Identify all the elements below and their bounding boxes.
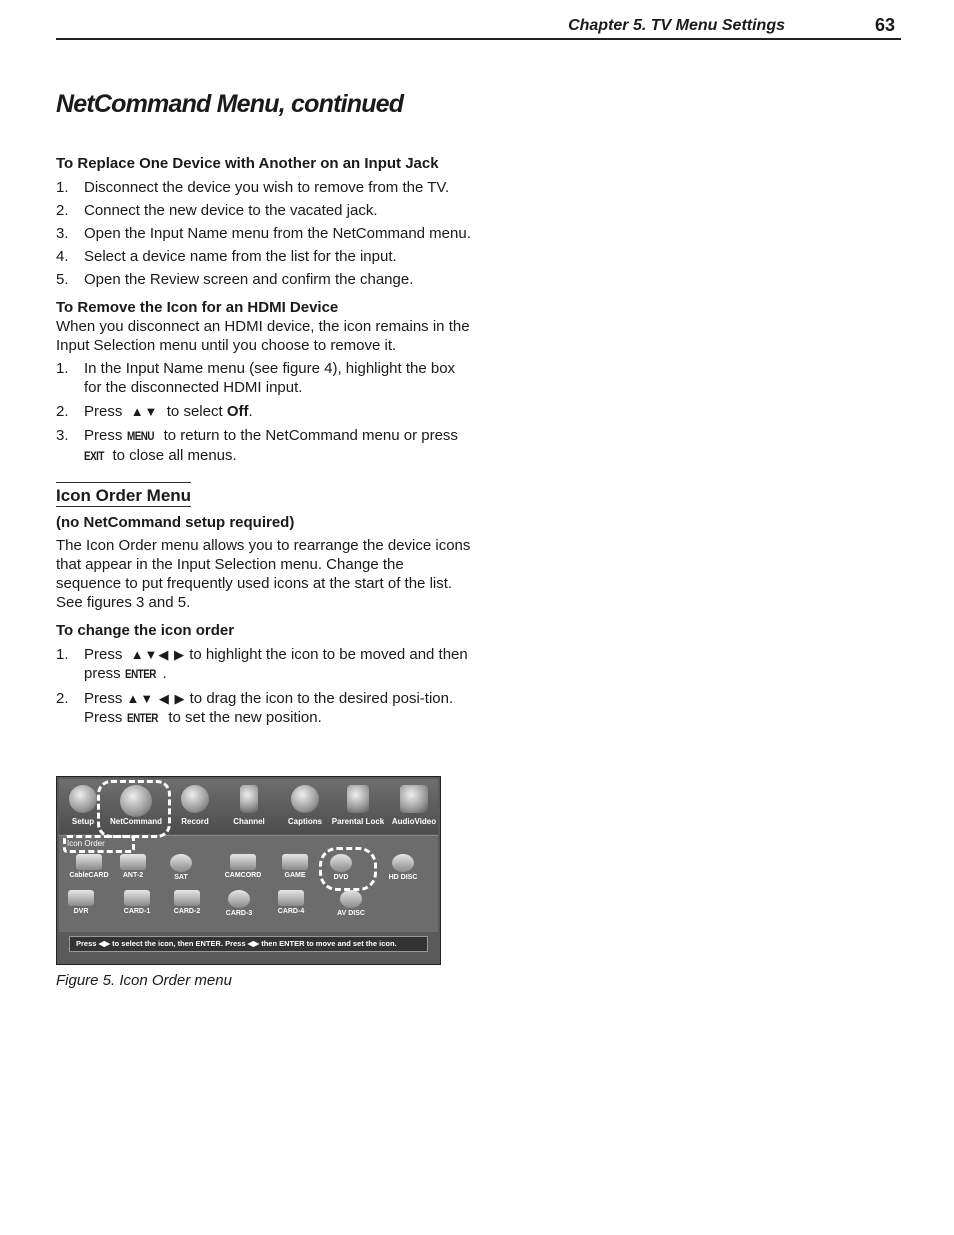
device-card-4: CARD-4: [267, 890, 315, 915]
channel-icon: [240, 785, 258, 813]
panel-label: Icon Order: [67, 839, 105, 848]
device-av-disc: AV DISC: [327, 890, 375, 917]
list-item: 2. Connect the new device to the vacated jack.: [56, 202, 378, 219]
change-steps: [56, 645, 472, 728]
tab-audiovideo: AudioVideo: [389, 785, 439, 826]
figure-caption: Figure 5. Icon Order menu: [56, 972, 232, 989]
device-sat: SAT: [157, 854, 205, 881]
device-card-2: CARD-2: [163, 890, 211, 915]
list-item: 3. Open the Input Name menu from the NetCommand menu.: [56, 225, 471, 242]
page-title: NetCommand Menu, continued: [56, 90, 404, 118]
icon-order-intro: The Icon Order menu allows you to rearrange the device icons that appear in the Input Selection menu. Change the sequence to put frequently used icons at the start of the list. See figures 3 and 5.: [56, 537, 471, 611]
section-title: Icon Order Menu: [56, 482, 191, 507]
remove-heading: To Remove the Icon for an HDMI Device: [56, 299, 339, 316]
cablecard-icon: [76, 854, 102, 870]
captions-icon: [291, 785, 319, 813]
tab-record: Record: [173, 785, 217, 826]
tab-channel: Channel: [225, 785, 273, 826]
menu-key: MENU: [126, 429, 154, 443]
direction-arrows-icon: ▲▼ ◀ ▶: [126, 691, 186, 706]
page-number: 63: [874, 15, 895, 35]
chapter-title: Chapter 5. TV Menu Settings: [568, 17, 785, 34]
remove-steps: [56, 359, 472, 466]
device-ant-2: ANT-2: [109, 854, 157, 879]
list-item: 3. Press MENU to return to the NetCommand menu or press EXIT to close all menus.: [56, 427, 458, 464]
direction-arrows-icon: ▲▼◀ ▶: [130, 647, 186, 662]
page-header: [56, 14, 901, 40]
up-down-arrows-icon: ▲▼: [130, 404, 159, 419]
satellite-icon: [170, 854, 192, 872]
list-item: 2. Press ▲▼ ◀ ▶ to drag the icon to the desired posi-tion. Press ENTER to set the new position.: [56, 690, 454, 726]
device-dvr: DVR: [57, 890, 105, 915]
remove-intro: When you disconnect an HDMI device, the icon remains in the Input Selection menu until you choose to remove it.: [56, 318, 470, 354]
dvr-icon: [68, 890, 94, 906]
list-item: 5. Open the Review screen and confirm the change.: [56, 271, 414, 288]
icon-order-screenshot: [56, 776, 441, 965]
enter-key: ENTER: [124, 667, 156, 681]
main-column: [56, 154, 472, 728]
replace-heading: To Replace One Device with Another on an Input Jack: [56, 155, 439, 172]
device-dvd: DVD: [317, 854, 365, 881]
list-item: 1. Press ▲▼◀ ▶ to highlight the icon to be moved and then press ENTER .: [56, 646, 468, 682]
icon-order-subheading: (no NetCommand setup required): [56, 514, 295, 531]
device-card-1: CARD-1: [113, 890, 161, 915]
highlight-icon-order: [63, 835, 135, 853]
hint-bar: Press ◀▶ to select the icon, then ENTER. Press ◀▶ then ENTER to move and set the icon.: [69, 936, 428, 952]
hd-disc-icon: [392, 854, 414, 872]
setup-icon: [69, 785, 97, 813]
game-icon: [282, 854, 308, 870]
exit-key: EXIT: [84, 449, 104, 463]
antenna-icon: [120, 854, 146, 870]
device-card-3: CARD-3: [215, 890, 263, 917]
replace-steps: [56, 178, 472, 289]
list-item: 1. Disconnect the device you wish to remove from the TV.: [56, 179, 450, 196]
enter-key: ENTER: [126, 711, 158, 725]
tab-netcommand: NetCommand: [105, 785, 167, 826]
device-camcord: CAMCORD: [219, 854, 267, 879]
tab-captions: Captions: [281, 785, 329, 826]
change-heading: To change the icon order: [56, 622, 235, 639]
card-2-icon: [174, 890, 200, 906]
list-item: 1. In the Input Name menu (see figure 4), highlight the box for the disconnected HDMI input.: [56, 360, 456, 396]
device-game: GAME: [271, 854, 319, 879]
card-4-icon: [278, 890, 304, 906]
device-hd-disc: HD DISC: [379, 854, 427, 881]
device-cablecard: CableCARD: [65, 854, 113, 879]
list-item: 2. Press ▲▼ to select Off.: [56, 403, 253, 420]
list-item: 4. Select a device name from the list for the input.: [56, 248, 397, 265]
camcorder-icon: [230, 854, 256, 870]
card-3-icon: [228, 890, 250, 908]
highlight-dvd: [319, 847, 377, 891]
sd-card-icon: [124, 890, 150, 906]
tab-setup: Setup: [63, 785, 103, 826]
tab-parental-lock: Parental Lock: [329, 785, 387, 826]
highlight-netcommand: [97, 780, 171, 838]
audiovideo-icon: [400, 785, 428, 813]
lock-icon: [347, 785, 369, 813]
av-disc-icon: [340, 890, 362, 908]
record-icon: [181, 785, 209, 813]
